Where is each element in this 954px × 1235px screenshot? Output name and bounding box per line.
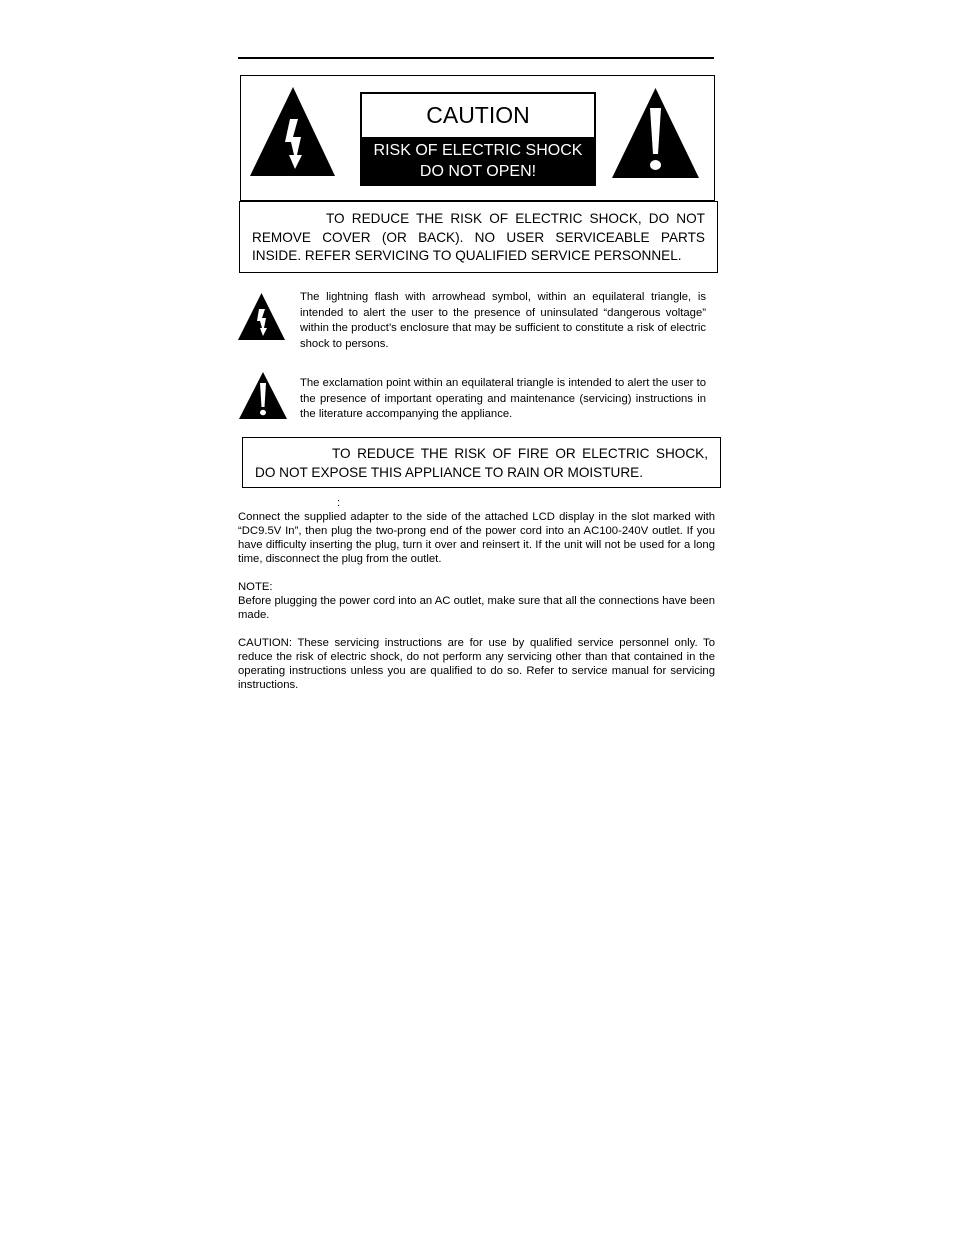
exclamation-triangle-icon bbox=[612, 88, 699, 179]
caution-label-title: CAUTION bbox=[426, 102, 530, 128]
fire-warning-box bbox=[242, 437, 721, 488]
lightning-triangle-icon bbox=[250, 87, 336, 177]
caution-paragraph: CAUTION: These servicing instructions are for use by qualified service personnel only. To reduce the risk of electric shock, do not perform any servicing other than that contained in the operating instructions unless you are qualified to do so. Refer to service manual for servicing instructions. bbox=[238, 637, 715, 691]
exclamation-explanation: The exclamation point within an equilateral triangle is intended to alert the user to the presence of important operating and maintenance (servicing) instructions in the literature accompanying the appliance. bbox=[300, 377, 706, 421]
power-heading-colon: : bbox=[337, 497, 341, 509]
power-instructions: Connect the supplied adapter to the side of the attached LCD display in the slot marked with “DC9.5V In”, then plug the two-prong end of the power cord into an AC100-240V outlet. If you have difficulty inserting the plug, turn it over and reinsert it. If the unit will not be used for a long time, disconnect the plug from the outlet. bbox=[238, 511, 715, 565]
lightning-explanation: The lightning flash with arrowhead symbol, within an equilateral triangle, is intended to alert the user to the presence of uninsulated “dangerous voltage” within the product’s enclosure that may be sufficient to constitute a risk of electric shock to persons. bbox=[300, 291, 706, 350]
caution-label-warning bbox=[362, 137, 594, 184]
fire-warning-text: TO REDUCE THE RISK OF FIRE OR ELECTRIC SHOCK, DO NOT EXPOSE THIS APPLIANCE TO RAIN OR MOISTURE. bbox=[255, 446, 708, 480]
caution-label-line2: DO NOT OPEN! bbox=[419, 163, 537, 180]
lightning-triangle-icon bbox=[238, 293, 285, 341]
shock-warning-box bbox=[239, 201, 718, 273]
shock-warning-text: TO REDUCE THE RISK OF ELECTRIC SHOCK, DO NOT REMOVE COVER (OR BACK). NO USER SERVICEABLE PARTS INSIDE. REFER SERVICING TO QUALIFIED SERVICE PERSONNEL. bbox=[252, 211, 705, 263]
lightning-symbol-row bbox=[238, 290, 708, 352]
note-text: Before plugging the power cord into an AC outlet, make sure that all the connections have been made. bbox=[238, 595, 715, 621]
caution-label-line1: RISK OF ELECTRIC SHOCK bbox=[373, 142, 583, 159]
exclamation-triangle-icon bbox=[239, 372, 287, 420]
caution-label bbox=[360, 92, 596, 186]
note-heading: NOTE: bbox=[238, 581, 273, 593]
exclamation-symbol-row bbox=[238, 376, 708, 422]
top-rule bbox=[238, 57, 714, 59]
